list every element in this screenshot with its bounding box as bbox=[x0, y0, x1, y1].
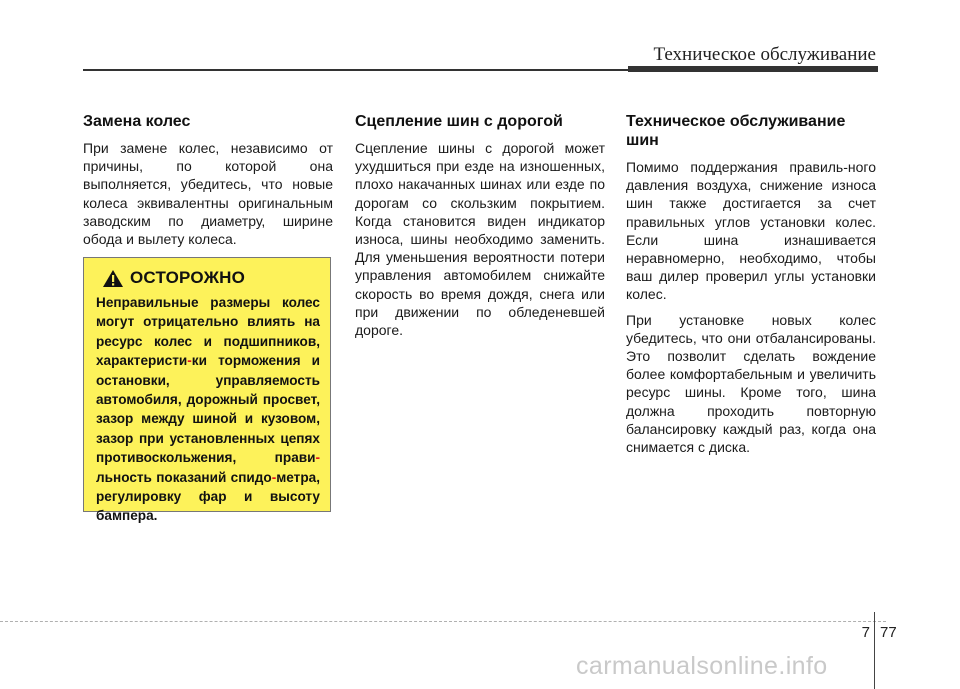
watermark-link[interactable]: carmanualsonline.info bbox=[576, 652, 828, 680]
hyphen-mark: - bbox=[187, 353, 192, 369]
warning-text: Неправильные размеры колес могут отрицательно влиять на ресурс колес и подшипников, характеристи-ки торможения и остановки, управляемость автомобиля, дорожный просвет, зазор между шиной и кузовом, зазор при установленных цепях противоскольжения, прави-льность показаний спидо-метра, регулировку фар и высоту бампера. bbox=[96, 295, 320, 524]
warning-header bbox=[102, 268, 320, 288]
hyphen-mark: - bbox=[271, 469, 277, 485]
paragraph-tire-maintenance-1: Помимо поддержания правиль-ного давления воздуха, снижение износа шин также достигается за счет правильных углов установки колес. Если шина изнашивается неравномерно, необходимо, чтобы ваш дилер проверил углы установки колес. bbox=[626, 159, 876, 303]
column-tire-maintenance bbox=[626, 112, 876, 463]
warning-triangle-icon bbox=[102, 269, 124, 288]
footer-dashed-rule bbox=[0, 621, 886, 622]
page-number: 77 bbox=[880, 624, 897, 641]
warning-title: ОСТОРОЖНО bbox=[130, 268, 246, 287]
header-title: Техническое обслуживание bbox=[653, 44, 876, 65]
chapter-number: 7 bbox=[861, 624, 870, 641]
warning-box bbox=[83, 257, 331, 524]
column-wheel-replacement bbox=[83, 112, 333, 255]
footer-divider bbox=[874, 612, 875, 689]
header-rule-accent bbox=[628, 66, 878, 72]
column-tire-traction bbox=[355, 112, 605, 346]
hyphen-mark: - bbox=[315, 450, 320, 466]
section-heading-tire-traction: Сцепление шин с дорогой bbox=[355, 113, 563, 130]
paragraph-wheel-replacement: При замене колес, независимо от причины, по которой она выполняется, убедитесь, что новые колеса эквивалентны оригинальным заводским по диаметру, ширине обода и вылету колеса. bbox=[83, 140, 333, 248]
section-heading-wheel-replacement: Замена колес bbox=[83, 113, 191, 130]
paragraph-tire-traction: Сцепление шины с дорогой может ухудшиться при езде на изношенных, плохо накачанных шинах или езде по дорогам со скользким покрытием. Когда становится виден индикатор износа, шины необходимо заменить. Для уменьшения вероятности потери управления автомобилем снижайте скорость во время дождя, снега или при движении по обледеневшей дороге. bbox=[355, 140, 605, 339]
section-heading-tire-maintenance: Техническое обслуживание шин bbox=[626, 113, 846, 149]
paragraph-tire-maintenance-2: При установке новых колес убедитесь, что они отбалансированы. Это позволит сделать вождение более комфортабельным и увеличить ресурс шины. Кроме того, шина должна проходить повторную балансировку каждый раз, когда она снимается с диска. bbox=[626, 311, 876, 456]
